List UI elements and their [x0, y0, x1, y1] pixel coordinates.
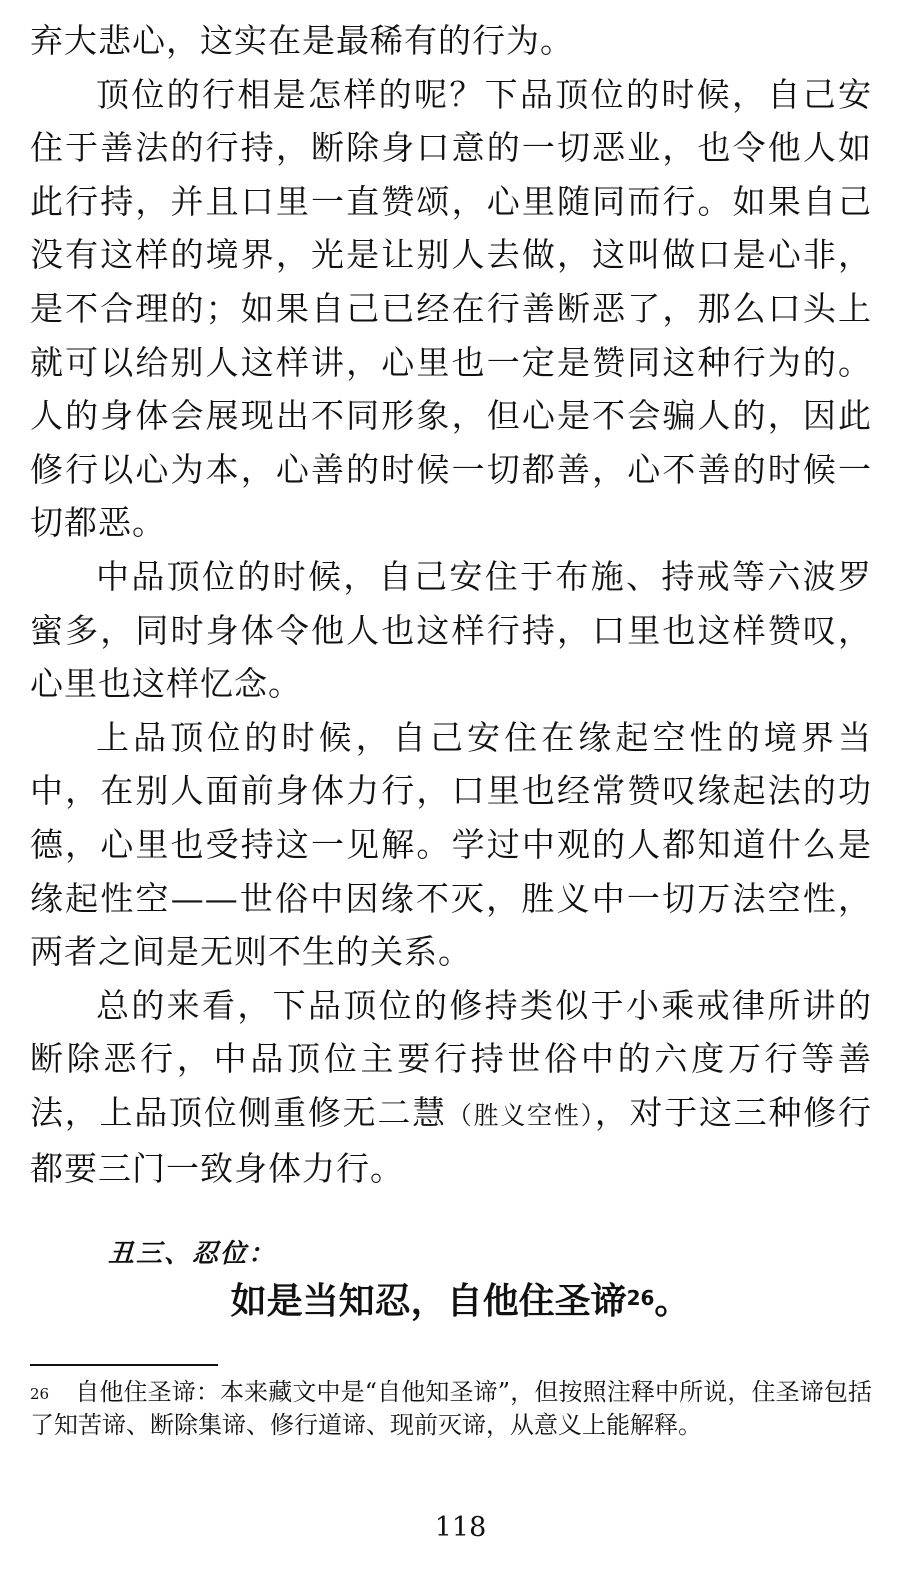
paragraph-upper-peak: 上品顶位的时候，自己安住在缘起空性的境界当中，在别人面前身体力行，口里也经常赞叹缘起法的功德，心里也受持这一见解。学过中观的人都知道什么是缘起性空——世俗中因缘不灭，胜义中一切万法空性，两者之间是无则不生的关系。 — [30, 717, 872, 972]
paragraph-peak-stage: 顶位的行相是怎样的呢？下品顶位的时候，自己安住于善法的行持，断除身口意的一切恶业，也令他人如此行持，并且口里一直赞颂，心里随同而行。如果自己没有这样的境界，光是让别人去做，这叫做口是心非，是不合理的；如果自己已经在行善断恶了，那么口头上就可以给别人这样讲，心里也一定是赞同这种行为的。人的身体会展现出不同形象，但心是不会骗人的，因此修行以心为本，心善的时候一切都善，心不善的时候一切都恶。 — [30, 74, 872, 543]
summary-text-before: 总的来看，下品顶位的修持类似于小乘戒律所讲的断除恶行，中品顶位主要行持世俗中的六度万行等善法，上品顶位侧重修无二慧 — [30, 985, 872, 1132]
body-text — [30, 14, 872, 1196]
paragraph-middle-peak: 中品顶位的时候，自己安住于布施、持戒等六波罗蜜多，同时身体令他人也这样行持，口里也这样赞叹，心里也这样忆念。 — [30, 556, 872, 704]
footnote-divider — [30, 1364, 218, 1366]
verse-end-mark: 。 — [654, 1281, 691, 1322]
verse-text: 如是当知忍，自他住圣谛 — [230, 1281, 627, 1322]
footnote — [30, 1376, 872, 1442]
root-verse — [0, 1278, 921, 1326]
page-number: 118 — [434, 1512, 487, 1543]
paragraph-continuation: 弃大悲心，这实在是最稀有的行为。 — [30, 21, 574, 60]
summary-parenthetical: （胜义空性） — [446, 1100, 595, 1130]
footnote-reference[interactable]: 26 — [626, 1286, 655, 1310]
section-heading: 丑三、忍位： — [108, 1239, 277, 1269]
summary-text-after: ，对于这三种修行都要三门一致身体力行。 — [30, 1092, 872, 1189]
paragraph-summary — [30, 979, 872, 1196]
footnote-number: 26 — [30, 1385, 50, 1403]
footnote-text: 自他住圣谛：本来藏文中是“自他知圣谛”，但按照注释中所说，住圣谛包括了知苦谛、断除集谛、修行道谛、现前灭谛，从意义上能解释。 — [30, 1378, 872, 1439]
